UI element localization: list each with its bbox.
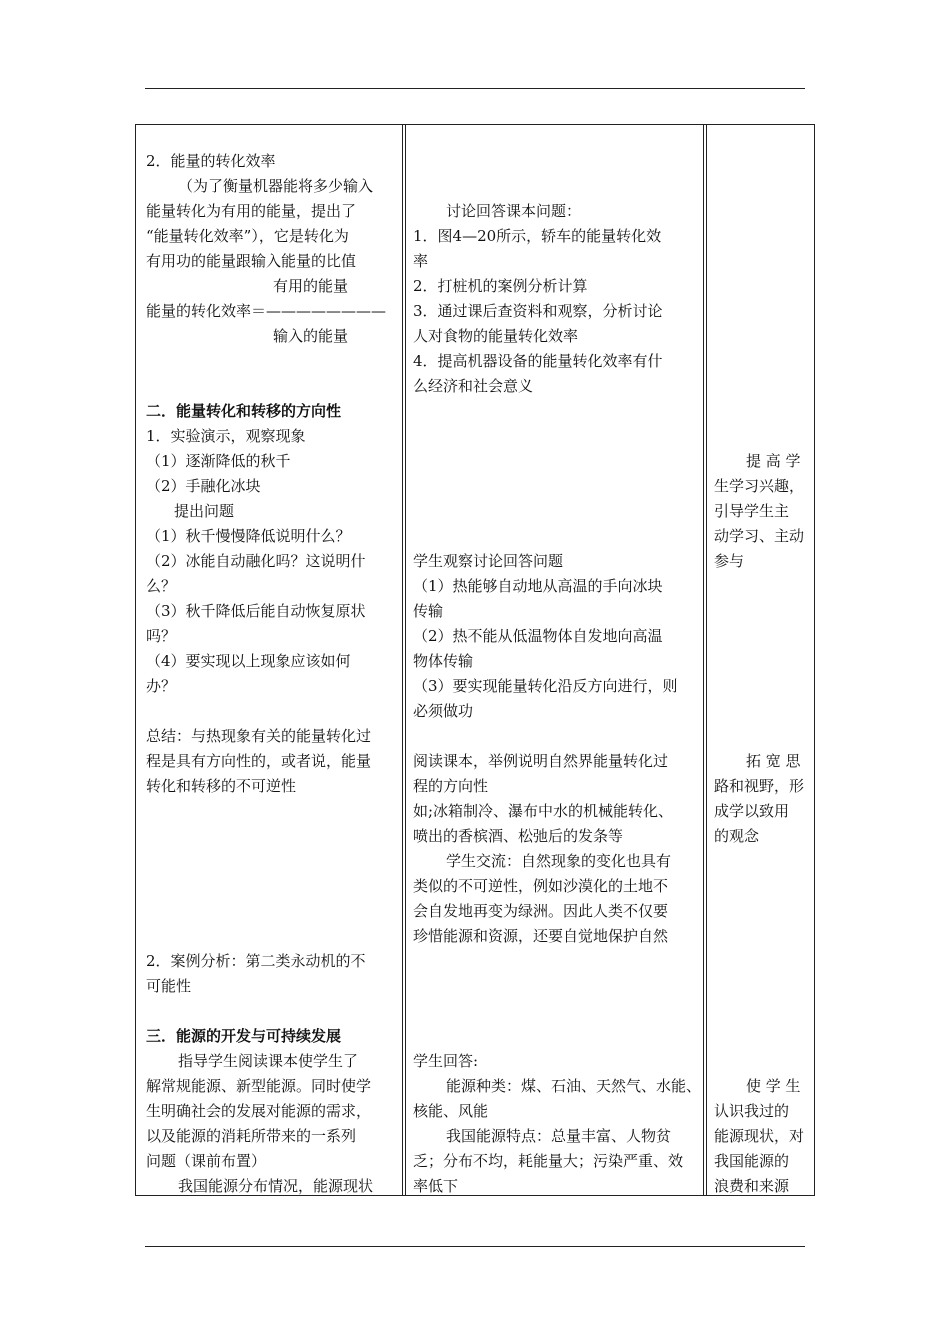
text-line: （3）秋千降低后能自动恢复原状	[146, 602, 366, 620]
text-line: （2）手融化冰块	[146, 477, 261, 495]
text-line: 认识我过的	[714, 1102, 790, 1120]
text-line: 能源种类：煤、石油、天然气、水能、	[446, 1077, 702, 1095]
text-line: 学生交流：自然现象的变化也具有	[446, 852, 672, 870]
column-divider	[402, 125, 403, 1195]
text-line: 学生观察讨论回答问题	[413, 552, 564, 570]
text-line: （1）热能够自动地从高温的手向冰块	[413, 577, 663, 595]
text-line: 讨论回答课本问题：	[446, 202, 582, 220]
text-line: 有用功的能量跟输入能量的比值	[146, 252, 357, 270]
formula-line: 能量的转化效率＝————————	[146, 302, 387, 320]
text-line: 如;冰箱制冷、瀑布中水的机械能转化、	[413, 802, 674, 820]
column-divider	[405, 125, 406, 1195]
text-line: 能量转化为有用的能量，提出了	[146, 202, 357, 220]
text-line: 转化和转移的不可逆性	[146, 777, 297, 795]
text-line: 程的方向性	[413, 777, 489, 795]
text-line: 动学习、主动	[714, 527, 805, 545]
text-line: 成学以致用	[714, 802, 790, 820]
text-line: 引导学生主	[714, 502, 790, 520]
text-line: 2．打桩机的案例分析计算	[413, 277, 588, 295]
text-line: 阅读课本，举例说明自然界能量转化过	[413, 752, 669, 770]
text-line: 拓 宽 思	[746, 752, 801, 770]
section-heading: 2．能量的转化效率	[146, 152, 276, 170]
section-heading: 二．能量转化和转移的方向性	[146, 402, 342, 420]
text-line: 生明确社会的发展对能源的需求，	[146, 1102, 372, 1120]
text-line: 我国能源特点：总量丰富、人物贫	[446, 1127, 672, 1145]
text-line: 喷出的香槟酒、松弛后的发条等	[413, 827, 624, 845]
text-line: 能源现状，对	[714, 1127, 805, 1145]
lesson-table	[135, 124, 815, 1196]
column-divider	[703, 125, 704, 1195]
text-line: 提出问题	[174, 502, 235, 520]
text-line: 1．实验演示，观察现象	[146, 427, 306, 445]
text-line: 率	[413, 252, 429, 270]
text-line: 么经济和社会意义	[413, 377, 534, 395]
text-line: 4．提高机器设备的能量转化效率有什	[413, 352, 663, 370]
text-line: 传输	[413, 602, 444, 620]
text-line: 我国能源分布情况，能源现状	[178, 1177, 374, 1195]
text-line: 么？	[146, 577, 177, 595]
text-line: （2）热不能从低温物体自发地向高温	[413, 627, 663, 645]
text-line: 指导学生阅读课本使学生了	[178, 1052, 359, 1070]
text-line: 参与	[714, 552, 745, 570]
text-line: 程是具有方向性的，或者说，能量	[146, 752, 372, 770]
text-line: 吗？	[146, 627, 177, 645]
footer-rule	[145, 1246, 805, 1247]
text-line: 核能、风能	[413, 1102, 489, 1120]
column-divider	[706, 125, 707, 1195]
text-line: 学生回答:	[413, 1052, 479, 1070]
text-line: 1．图4—20所示，轿车的能量转化效	[413, 227, 662, 245]
header-rule	[145, 88, 805, 89]
text-line: 人对食物的能量转化效率	[413, 327, 579, 345]
text-line: 必须做功	[413, 702, 474, 720]
text-line: 珍惜能源和资源，还要自觉地保护自然	[413, 927, 669, 945]
text-line: 乏；分布不均，耗能量大；污染严重、效	[413, 1152, 684, 1170]
text-line: （1）秋千慢慢降低说明什么？	[146, 527, 351, 545]
text-line: “能量转化效率”），它是转化为	[146, 227, 349, 245]
formula-numerator: 有用的能量	[273, 277, 349, 295]
text-line: 以及能源的消耗所带来的一系列	[146, 1127, 357, 1145]
text-line: 总结：与热现象有关的能量转化过	[146, 727, 372, 745]
text-line: 我国能源的	[714, 1152, 790, 1170]
text-line: 物体传输	[413, 652, 474, 670]
formula-denominator: 输入的能量	[273, 327, 349, 345]
text-line: 生学习兴趣，	[714, 477, 805, 495]
text-line: 提 高 学	[746, 452, 801, 470]
text-line: 浪费和来源	[714, 1177, 790, 1195]
text-line: 率低下	[413, 1177, 459, 1195]
text-line: 路和视野，形	[714, 777, 805, 795]
text-line: （2）冰能自动融化吗？这说明什	[146, 552, 366, 570]
text-line: （3）要实现能量转化沿反方向进行，则	[413, 677, 678, 695]
text-line: 使 学 生	[746, 1077, 801, 1095]
text-line: 办？	[146, 677, 177, 695]
text-line: （为了衡量机器能将多少输入	[178, 177, 374, 195]
text-line: （1）逐渐降低的秋千	[146, 452, 291, 470]
text-line: 2．案例分析：第二类永动机的不	[146, 952, 366, 970]
section-heading: 三．能源的开发与可持续发展	[146, 1027, 342, 1045]
text-line: 会自发地再变为绿洲。因此人类不仅要	[413, 902, 669, 920]
text-line: （4）要实现以上现象应该如何	[146, 652, 351, 670]
text-line: 类似的不可逆性，例如沙漠化的土地不	[413, 877, 669, 895]
text-line: 问题（课前布置）	[146, 1152, 267, 1170]
text-line: 的观念	[714, 827, 760, 845]
text-line: 可能性	[146, 977, 192, 995]
text-line: 3．通过课后查资料和观察，分析讨论	[413, 302, 663, 320]
text-line: 解常规能源、新型能源。同时使学	[146, 1077, 372, 1095]
